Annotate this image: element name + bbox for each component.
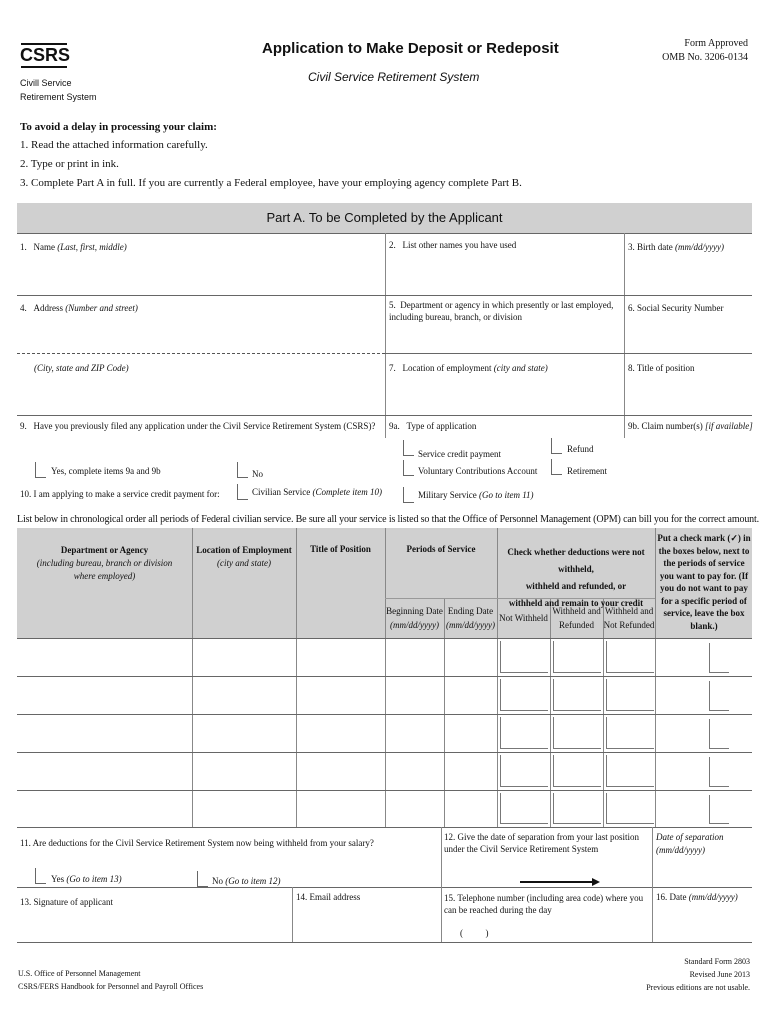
field-16-label: 16. Date (mm/dd/yyyy): [656, 892, 738, 902]
field-11-label: 11. Are deductions for the Civil Service Retirement System now being withheld from your salary?: [20, 838, 374, 848]
footer-right-3: Previous editions are not usable.: [646, 983, 750, 992]
field-9-label: 9. Have you previously filed any application under the Civil Service Retirement System (CSRS)?: [20, 421, 376, 431]
col-end-date: Ending Date (mm/dd/yyyy): [446, 606, 495, 630]
footer-left-1: U.S. Office of Personnel Management: [18, 969, 141, 978]
field-9a-service-credit-label: Service credit payment: [418, 449, 501, 459]
field-10-label: 10. I am applying to make a service credit payment for:: [20, 489, 220, 499]
field-12-label: 12. Give the date of separation from your last position under the Civil Service Retirement System: [444, 832, 639, 854]
form-subtitle: Civil Service Retirement System: [308, 70, 480, 84]
field-1-name-input[interactable]: [18, 255, 383, 293]
field-11-yes-checkbox[interactable]: [35, 868, 46, 884]
field-9b-label: 9b. Claim number(s) [if available]: [628, 421, 753, 431]
field-9a-voluntary-checkbox[interactable]: [403, 460, 414, 476]
field-15-label: 15. Telephone number (including area code) where you can be reached during the day: [444, 893, 644, 915]
col-periods: Periods of Service: [406, 544, 476, 554]
agency-line1: Civill Service: [20, 78, 72, 88]
instruction-2: 2. Type or print in ink.: [20, 158, 119, 170]
field-5-department-label: 5. Department or agency in which presently or last employed, including bureau, branch, or division: [389, 300, 614, 322]
field-1-name-label: 1. Name (Last, first, middle): [20, 242, 127, 252]
table-row[interactable]: [17, 753, 752, 790]
col-department: Department or Agency (including bureau, branch or division where employed): [36, 545, 173, 581]
field-9a-retirement-checkbox[interactable]: [551, 459, 562, 475]
arrow-right-icon: [520, 874, 600, 884]
field-14-label: 14. Email address: [296, 892, 361, 902]
col-title: Title of Position: [310, 544, 371, 554]
field-9-no-label: No: [252, 469, 263, 479]
omb-number: OMB No. 3206-0134: [662, 52, 748, 63]
field-9b-claim-input[interactable]: [626, 434, 750, 474]
field-9a-retirement-label: Retirement: [567, 466, 607, 476]
footer-right-1: Standard Form 2803: [684, 957, 750, 966]
field-5-department-input[interactable]: [386, 325, 622, 351]
field-9a-refund-checkbox[interactable]: [551, 438, 562, 454]
field-9a-refund-label: Refund: [567, 444, 594, 454]
field-10-civilian-label: Civilian Service (Complete item 10): [252, 487, 382, 497]
field-4-address-label: 4. Address (Number and street): [20, 303, 138, 313]
instruction-1: 1. Read the attached information carefully.: [20, 139, 208, 151]
field-9-yes-checkbox[interactable]: [35, 462, 46, 478]
part-a-banner: [17, 203, 752, 233]
field-4-address-input[interactable]: [18, 316, 383, 351]
field-13-label: 13. Signature of applicant: [20, 897, 113, 907]
form-approved: Form Approved: [684, 38, 748, 49]
field-3-birth-date-input[interactable]: [626, 256, 750, 292]
agency-line2: Retirement System: [20, 92, 97, 102]
pay-checkbox[interactable]: [709, 681, 729, 711]
field-2-other-names-label: 2. List other names you have used: [389, 240, 517, 250]
table-row[interactable]: [17, 677, 752, 714]
table-row[interactable]: [17, 715, 752, 752]
field-11-no-checkbox[interactable]: [197, 871, 208, 887]
field-3-birth-date-label: 3. Birth date (mm/dd/yyyy): [628, 242, 724, 252]
service-table-intro: List below in chronological order all periods of Federal civilian service. Be sure all your service is listed so that the Office of Personnel Management (OPM) can bill you for the correct amount.: [17, 514, 760, 525]
field-12-date-input[interactable]: [654, 858, 750, 886]
field-9a-service-credit-checkbox[interactable]: [403, 440, 414, 456]
field-6-ssn-label: 6. Social Security Number: [628, 303, 724, 313]
pay-checkbox[interactable]: [709, 719, 729, 749]
pay-checkbox[interactable]: [709, 795, 729, 824]
field-8-title-label: 8. Title of position: [628, 363, 695, 373]
field-10-military-label: Military Service (Go to item 11): [418, 490, 534, 500]
field-9-no-checkbox[interactable]: [237, 462, 248, 478]
field-7-location-label: 7. Location of employment (city and state): [389, 363, 548, 373]
field-8-title-input[interactable]: [626, 376, 750, 413]
field-10-civilian-checkbox[interactable]: [237, 484, 248, 500]
pay-checkbox[interactable]: [709, 757, 729, 787]
field-10-military-checkbox[interactable]: [403, 487, 414, 503]
field-11-no-label: No (Go to item 12): [212, 876, 281, 886]
field-12-date-label: Date of separation (mm/dd/yyyy): [656, 832, 724, 855]
col-not-withheld: Not Withheld: [499, 613, 548, 623]
field-16-date-input[interactable]: [654, 906, 750, 940]
field-15-phone-input[interactable]: ( ): [460, 928, 489, 938]
table-row[interactable]: [17, 791, 752, 827]
field-13-signature-input[interactable]: [18, 910, 290, 940]
csrs-logo: [20, 40, 71, 70]
logo-text: CSRS: [20, 45, 71, 65]
col-withheld-refunded: Withheld and Refunded: [552, 606, 601, 630]
field-7-location-input[interactable]: [386, 376, 622, 413]
field-9a-label: 9a. Type of application: [389, 421, 477, 431]
field-9a-voluntary-label: Voluntary Contributions Account: [418, 466, 538, 476]
instruction-3: 3. Complete Part A in full. If you are currently a Federal employee, have your employing agency complete Part B.: [20, 177, 522, 189]
field-14-email-input[interactable]: [294, 906, 439, 940]
footer-left-2: CSRS/FERS Handbook for Personnel and Payroll Offices: [18, 982, 204, 991]
field-11-yes-label: Yes (Go to item 13): [51, 874, 122, 884]
col-put-check: Put a check mark (✓) in the boxes below, next to the periods of service you want to pay for. (If you do not want to pay for a specific period of service, leave the box blank.): [657, 533, 751, 631]
field-6-ssn-input[interactable]: [626, 316, 750, 351]
part-a-title: Part A. To be Completed by the Applicant: [266, 210, 503, 225]
table-row[interactable]: [17, 639, 752, 676]
instructions-heading: To avoid a delay in processing your claim:: [20, 121, 217, 133]
col-location: Location of Employment (city and state): [196, 545, 292, 568]
footer-right-2: Revised June 2013: [689, 970, 750, 979]
col-check: Check whether deductions were not withheld, withheld and refunded, or withheld and remain to your credit: [507, 547, 645, 608]
field-4-city-label: (City, state and ZIP Code): [34, 363, 129, 373]
pay-checkbox[interactable]: [709, 643, 729, 673]
field-9-yes-label: Yes, complete items 9a and 9b: [51, 466, 161, 476]
col-begin-date: Beginning Date (mm/dd/yyyy): [386, 606, 443, 630]
form-title: Application to Make Deposit or Redeposit: [262, 40, 559, 57]
col-withheld-not-refunded: Withheld and Not Refunded: [603, 606, 655, 630]
field-2-other-names-input[interactable]: [386, 254, 622, 292]
field-4-city-input[interactable]: [18, 376, 383, 413]
